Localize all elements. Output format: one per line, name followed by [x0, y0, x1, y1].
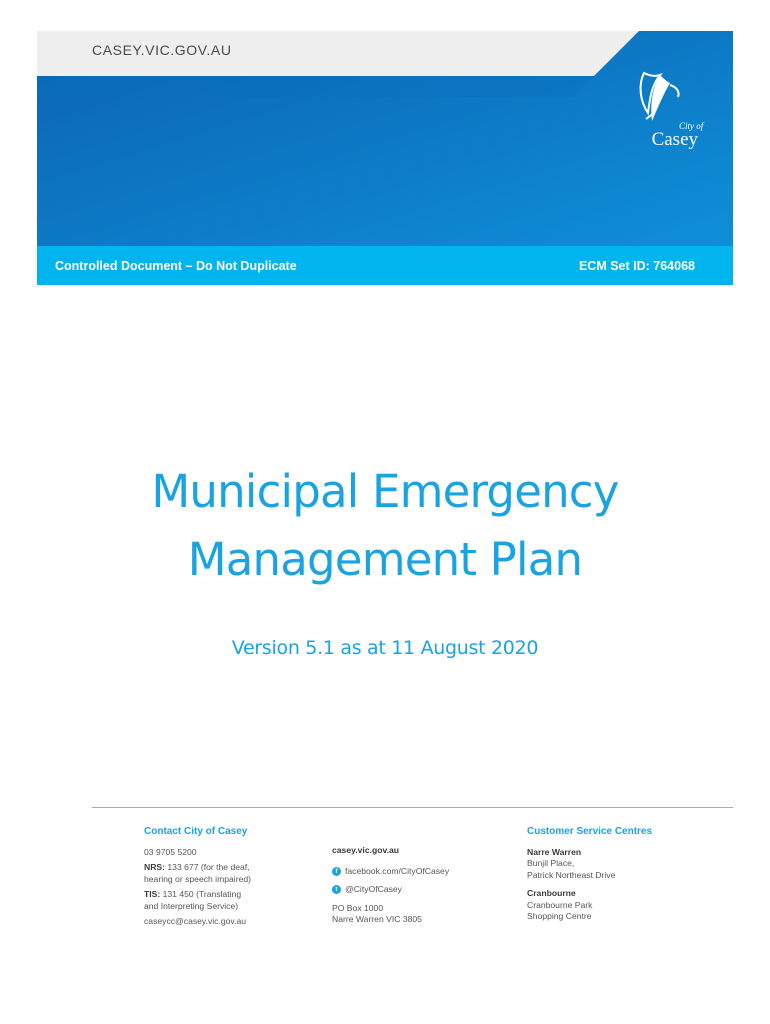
centre-2-line-1: Cranbourne Park: [527, 899, 593, 910]
document-control-strip: [37, 246, 733, 285]
footer-divider: [92, 807, 733, 808]
centre-2-line-2: Shopping Centre: [527, 911, 592, 921]
web-column: [332, 845, 512, 926]
header-banner: [37, 31, 733, 246]
logo-big-text: Casey: [651, 129, 698, 150]
title-line-2: Management Plan: [187, 533, 583, 586]
logo-small-text: City of: [679, 121, 704, 131]
po-city: Narre Warren VIC 3805: [332, 914, 422, 924]
facebook-link[interactable]: facebook.com/CityOfCasey: [345, 865, 450, 876]
centre-2-name: Cranbourne: [527, 888, 576, 898]
contact-column: [144, 826, 314, 928]
centre-1-line-1: Bunjil Place,: [527, 858, 575, 868]
twitter-link[interactable]: @CityOfCasey: [345, 884, 402, 894]
po-box: PO Box 1000: [332, 902, 384, 913]
site-url-text: CASEY.VIC.GOV.AU: [92, 42, 232, 58]
centre-1-name: Narre Warren: [527, 846, 582, 857]
centre-1-line-2: Patrick Northeast Drive: [527, 869, 616, 880]
contact-phone: 03 9705 5200: [144, 846, 197, 857]
centres-heading: Customer Service Centres: [527, 826, 653, 837]
title-line-1: Municipal Emergency: [151, 465, 619, 518]
twitter-icon: t: [332, 885, 341, 894]
contact-heading: Contact City of Casey: [144, 826, 248, 837]
nrs-label: NRS:: [144, 862, 166, 872]
controlled-document-text: Controlled Document – Do Not Duplicate: [55, 259, 297, 273]
ecm-set-id-text: ECM Set ID: 764068: [578, 259, 695, 273]
cover-header: [37, 31, 733, 285]
nrs-text-1: 133 677 (for the deaf,: [167, 862, 250, 872]
nrs-line-1: [144, 862, 314, 874]
facebook-row[interactable]: [332, 866, 512, 878]
tis-text-1: 131 450 (Translating: [162, 889, 242, 899]
website-link[interactable]: casey.vic.gov.au: [332, 845, 400, 855]
tis-label: TIS:: [144, 889, 161, 899]
facebook-icon: f: [332, 867, 341, 876]
tis-line-2: and Interpreting Service): [144, 900, 239, 911]
document-version: Version 5.1 as at 11 August 2020: [231, 637, 539, 659]
centres-column: [527, 826, 707, 923]
tis-line-1: [144, 889, 314, 901]
contact-email[interactable]: caseycc@casey.vic.gov.au: [144, 916, 247, 926]
twitter-row[interactable]: [332, 884, 512, 896]
nrs-line-2: hearing or speech impaired): [144, 873, 252, 884]
document-title: [0, 458, 770, 594]
